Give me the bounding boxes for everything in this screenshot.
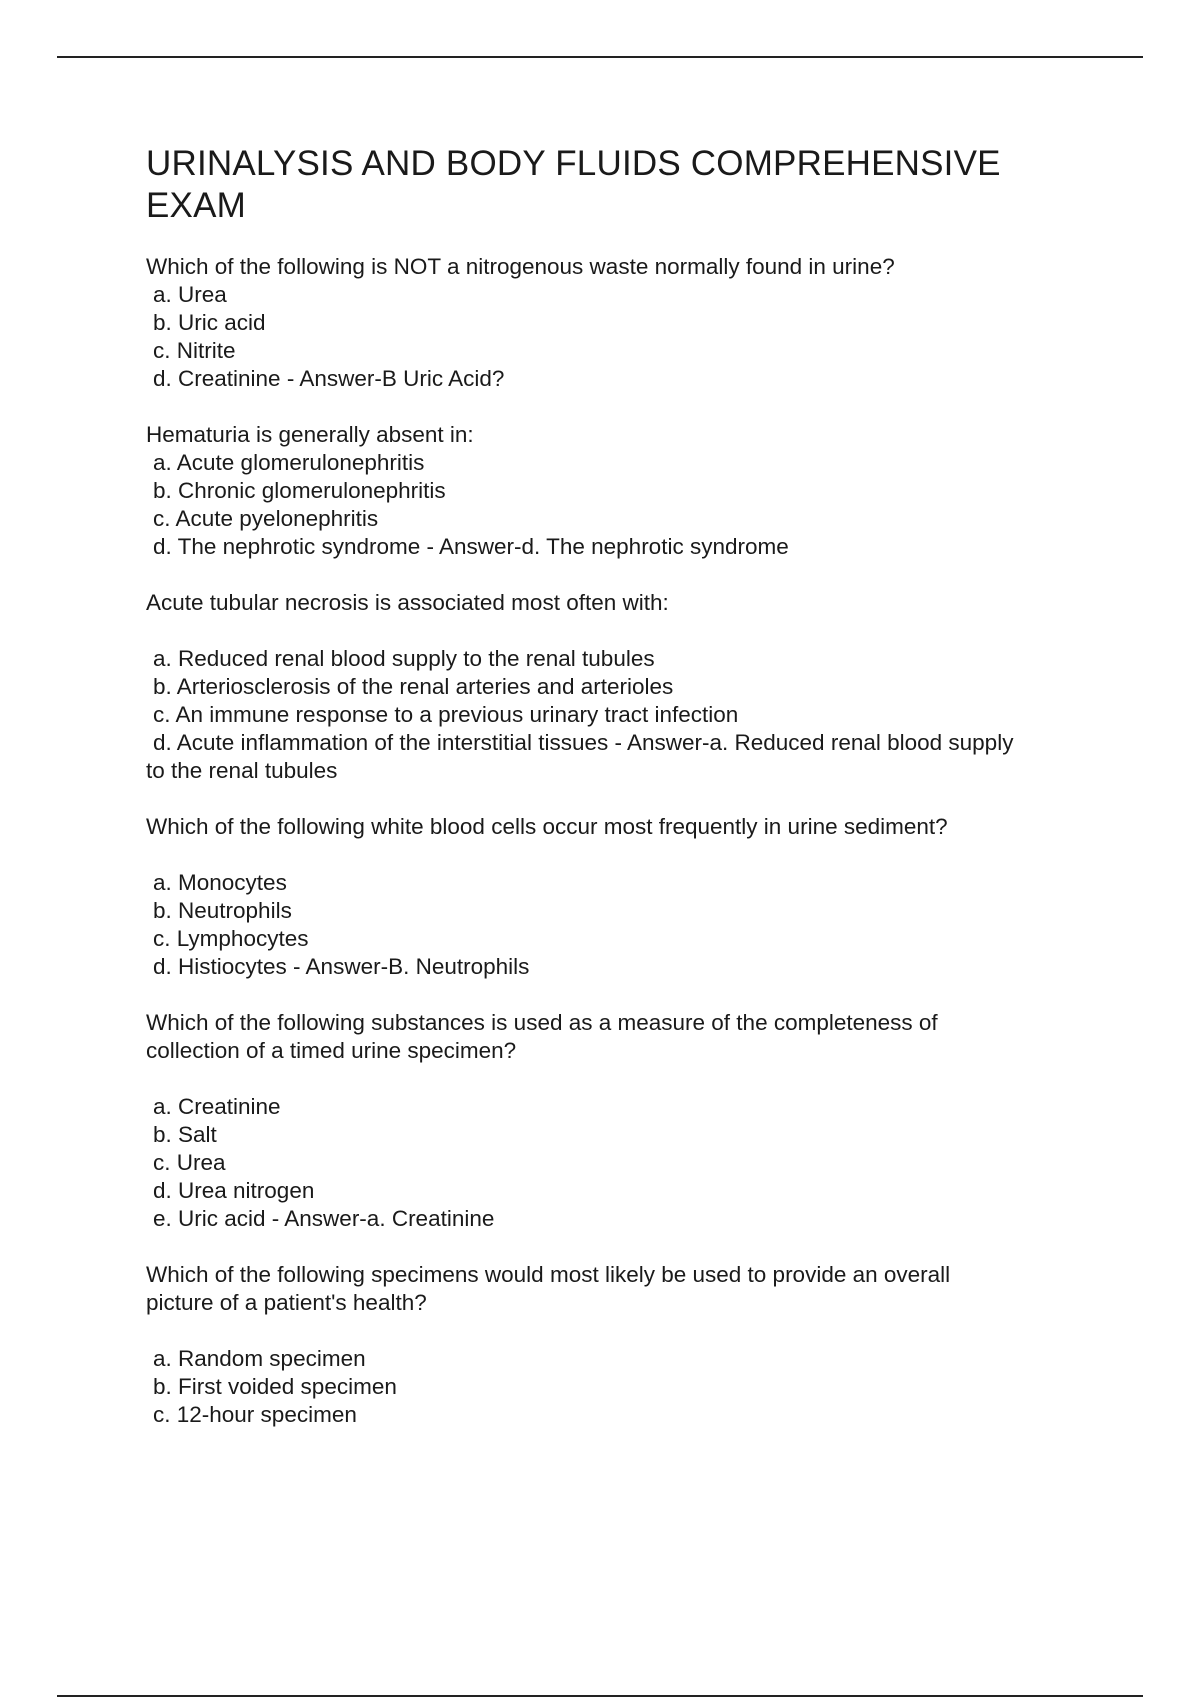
option-with-answer: d. Acute inflammation of the interstitial tissues - Answer-a. Reduced renal blood supply xyxy=(153,730,1014,755)
question-text: Which of the following substances is used as a measure of the completeness of xyxy=(146,1010,938,1035)
option: c. Urea xyxy=(153,1150,226,1175)
question-3 xyxy=(146,589,1106,785)
question-text-line-2: collection of a timed urine specimen? xyxy=(146,1038,517,1063)
option: a. Urea xyxy=(153,282,227,307)
option: b. Salt xyxy=(153,1122,217,1147)
question-4 xyxy=(146,813,1106,981)
option: b. Neutrophils xyxy=(153,898,292,923)
question-5 xyxy=(146,1009,1106,1233)
option: a. Creatinine xyxy=(153,1094,281,1119)
option: d. Urea nitrogen xyxy=(153,1178,315,1203)
exam-title: URINALYSIS AND BODY FLUIDS COMPREHENSIVE EXAM xyxy=(146,144,1001,225)
option: c. Lymphocytes xyxy=(153,926,309,951)
option: b. Chronic glomerulonephritis xyxy=(153,478,446,503)
option: a. Monocytes xyxy=(153,870,287,895)
option-continuation: to the renal tubules xyxy=(146,758,338,783)
option: a. Reduced renal blood supply to the renal tubules xyxy=(153,646,655,671)
option: c. Nitrite xyxy=(153,338,236,363)
question-text: Which of the following specimens would most likely be used to provide an overall xyxy=(146,1262,951,1287)
question-text-line-2: picture of a patient's health? xyxy=(146,1290,427,1315)
question-text: Which of the following white blood cells occur most frequently in urine sediment? xyxy=(146,814,948,839)
option-with-answer: d. Creatinine - Answer-B Uric Acid? xyxy=(153,366,505,391)
option: b. Uric acid xyxy=(153,310,266,335)
top-rule xyxy=(57,56,1143,58)
option-with-answer: e. Uric acid - Answer-a. Creatinine xyxy=(153,1206,495,1231)
question-2 xyxy=(146,421,1106,561)
option: b. Arteriosclerosis of the renal arteries and arterioles xyxy=(153,674,674,699)
question-text: Which of the following is NOT a nitrogenous waste normally found in urine? xyxy=(146,254,895,279)
option: b. First voided specimen xyxy=(153,1374,397,1399)
question-6 xyxy=(146,1261,1106,1429)
question-text: Acute tubular necrosis is associated most often with: xyxy=(146,590,669,615)
option: c. 12-hour specimen xyxy=(153,1402,357,1427)
option: c. An immune response to a previous urinary tract infection xyxy=(153,702,739,727)
bottom-rule xyxy=(57,1695,1143,1697)
question-1 xyxy=(146,253,1106,393)
option: a. Random specimen xyxy=(153,1346,366,1371)
option: a. Acute glomerulonephritis xyxy=(153,450,425,475)
option-with-answer: d. The nephrotic syndrome - Answer-d. The nephrotic syndrome xyxy=(153,534,789,559)
option: c. Acute pyelonephritis xyxy=(153,506,379,531)
page-content xyxy=(146,143,1106,1457)
question-text: Hematuria is generally absent in: xyxy=(146,422,474,447)
option-with-answer: d. Histiocytes - Answer-B. Neutrophils xyxy=(153,954,530,979)
